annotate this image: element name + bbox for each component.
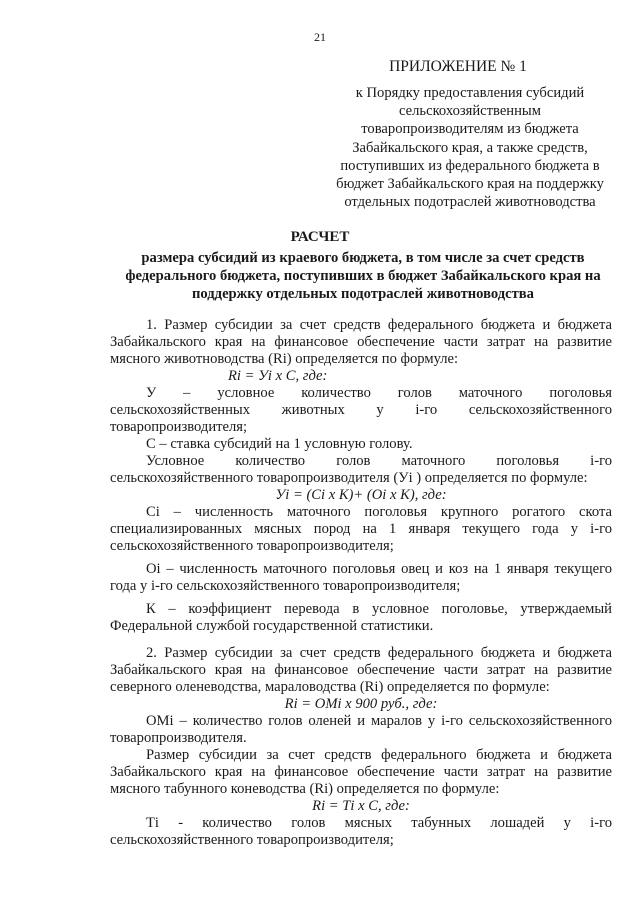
appendix-title: ПРИЛОЖЕНИЕ № 1 [389, 58, 527, 75]
appendix-line: к Порядку предоставления субсидий [355, 85, 585, 101]
appendix-line: сельскохозяйственным [399, 103, 541, 120]
paragraph-2-line-2: сельскохозяйственных животных у i-го сельскохозяйственного товаропроизводителя; [110, 402, 612, 435]
paragraph-4: Условное количество голов маточного поголовья i-го сельскохозяйственного товаропроизводителя (Уi ) определяется по формуле: [110, 453, 612, 486]
formula-2: Уi = (Сi x К)+ (Оi x К), где: [275, 487, 447, 503]
appendix-caption [322, 84, 618, 211]
appendix-line: бюджет Забайкальского края на поддержку [336, 176, 604, 193]
paragraph-11-line-2: сельскохозяйственного товаропроизводителя; [110, 832, 394, 848]
appendix-line: товаропроизводителям из бюджета [361, 121, 579, 138]
paragraph-1: 1. Размер субсидии за счет средств федерального бюджета и бюджета Забайкальского края на финансовое обеспечение части затрат на развитие мясного животноводства (Ri) определяется по формуле: [110, 317, 612, 367]
paragraph-3: С – ставка субсидий на 1 условную голову. [146, 436, 413, 452]
paragraph-6: Оi – численность маточного поголовья овец и коз на 1 января текущего года у i-го сельскохозяйственного товаропроизводителя; [110, 561, 612, 594]
appendix-line: отдельных подотраслей животноводства [344, 194, 596, 211]
paragraph-8: 2. Размер субсидии за счет средств федерального бюджета и бюджета Забайкальского края на финансовое обеспечение части затрат на развитие северного оленеводства, мараловодства (Ri) определяется по формуле: [110, 645, 612, 695]
formula-1: Ri = Уi x С, где: [228, 368, 328, 384]
paragraph-11-line-1: Тi - количество голов мясных табунных лошадей у i-го [146, 815, 612, 831]
calc-title: РАСЧЕТ [290, 229, 350, 245]
appendix-line: Забайкальского края, а также средств, [352, 139, 588, 156]
paragraph-10: Размер субсидии за счет средств федерального бюджета и бюджета Забайкальского края на финансовое обеспечение части затрат на развитие мясного табунного коневодства (Ri) определяется по формуле: [110, 747, 612, 797]
paragraph-5: Сi – численность маточного поголовья крупного рогатого скота специализированных мясных пород на 1 января текущего года у i-го сельскохозяйственного товаропроизводителя; [110, 504, 612, 554]
document-body [110, 317, 612, 849]
paragraph-2-line-1: У – условное количество голов маточного поголовья [146, 385, 612, 401]
appendix-line: поступивших из федерального бюджета в [340, 157, 600, 174]
page-number: 21 [314, 30, 326, 44]
paragraph-9: ОМi – количество голов оленей и маралов у i-го сельскохозяйственного товаропроизводителя. [110, 713, 612, 746]
formula-3: Ri = ОМi x 900 руб., где: [284, 696, 438, 712]
paragraph-7: К – коэффициент перевода в условное поголовье, утверждаемый Федеральной службой государственной статистики. [110, 601, 612, 634]
calc-subtitle: размера субсидий из краевого бюджета, в том числе за счет средств федерального бюджета, поступивших в бюджет Забайкальского края на поддержку отдельных подотраслей животноводства [125, 250, 601, 302]
formula-4: Ri = Тi x С, где: [312, 798, 410, 814]
